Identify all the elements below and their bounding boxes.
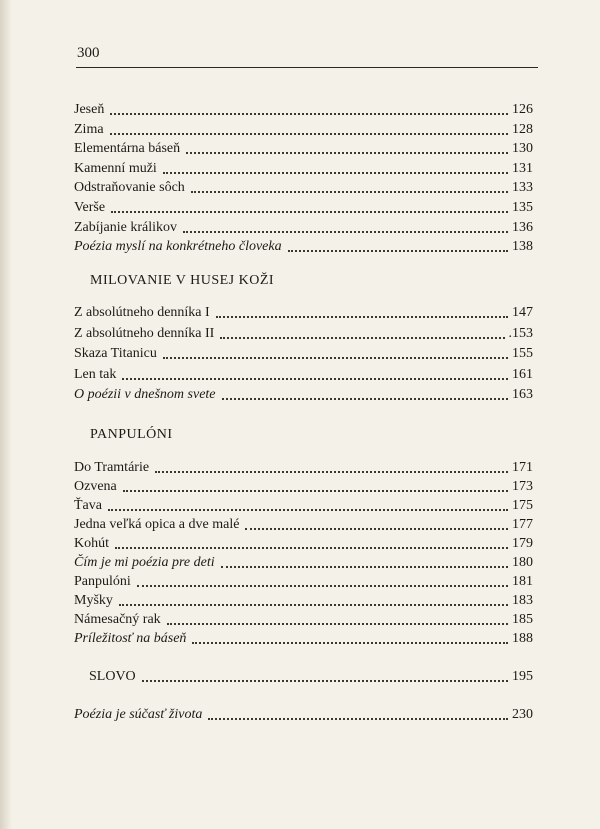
dot-leader: [122, 378, 508, 380]
dot-leader: [110, 113, 508, 115]
toc-entry-page: 230: [512, 707, 533, 722]
toc-entry-title: Len tak: [74, 366, 117, 382]
toc-entry-title: Verše: [74, 200, 106, 215]
toc-entry: [74, 99, 533, 119]
toc-entry: [74, 590, 533, 610]
toc-entry: [74, 119, 533, 139]
toc-entry: [74, 302, 533, 322]
toc-entry-page: 183: [512, 593, 533, 608]
toc-entry-title: Odstraňovanie sôch: [74, 180, 185, 196]
page-edge: [0, 0, 12, 829]
toc-entry-title: Poézia myslí na konkrétneho človeka: [74, 239, 282, 255]
section-heading-milovanie: MILOVANIE V HUSEJ KOŽI: [90, 273, 275, 288]
dot-leader: [110, 133, 508, 135]
toc-entry-title: SLOVO: [89, 669, 136, 684]
toc-entry-title: Skaza Titanicu: [74, 346, 157, 361]
page-number: 300: [77, 45, 100, 61]
toc-entry-page: 138: [512, 239, 533, 255]
toc-entry: [74, 364, 533, 384]
toc-entry-title: Myšky: [74, 593, 113, 608]
toc-entry: [74, 158, 533, 178]
toc-entry: [74, 476, 533, 496]
toc-entry: [74, 457, 533, 477]
toc-entry-page: 133: [512, 180, 533, 196]
toc-entry-title: Jeseň: [74, 102, 105, 117]
dot-leader: [167, 623, 508, 625]
dot-leader: [222, 398, 508, 400]
toc-entry-title: Zabíjanie králikov: [74, 219, 178, 235]
toc-entry-page: 181: [512, 574, 533, 589]
toc-entry-page: 155: [512, 346, 533, 361]
toc-entry-page: 161: [512, 366, 533, 382]
toc-entry-title: Z absolútneho denníka II: [74, 325, 215, 341]
toc-entry-title: Kohút: [74, 536, 109, 551]
header-rule: [76, 67, 538, 68]
dot-leader: [108, 509, 508, 511]
toc-entry-page: 175: [512, 498, 533, 513]
toc-entry-final: [74, 704, 533, 724]
toc-entry-page: 188: [512, 631, 533, 646]
toc-entry: [74, 197, 533, 217]
toc-entry: [74, 628, 533, 648]
dot-leader: [192, 642, 508, 644]
toc-entry-page: 177: [512, 517, 533, 532]
toc-entry-title: Zima: [74, 121, 104, 137]
dot-leader: [119, 604, 508, 606]
toc-entry-title: Námesačný rak: [74, 612, 161, 627]
dot-leader: [191, 191, 508, 193]
toc-entry: [74, 533, 533, 553]
toc-entry-page: 136: [512, 219, 533, 235]
toc-entry-title: Ozvena: [74, 479, 117, 494]
dot-leader: [163, 172, 508, 174]
toc-entry-page: 147: [512, 305, 533, 320]
toc-entry-page: 171: [512, 460, 533, 475]
dot-leader: [221, 566, 508, 568]
toc-entry-page: .153: [508, 325, 533, 341]
toc-entry: [74, 138, 533, 158]
toc-entry-title: Ťava: [74, 498, 102, 513]
dot-leader: [220, 337, 504, 339]
toc-entry: [74, 495, 533, 515]
toc-entry-title: Jedna veľká opica a dve malé: [74, 517, 240, 532]
toc-entry: [74, 217, 533, 237]
toc-entry: [74, 514, 533, 534]
toc-entry-title: Panpulóni: [74, 574, 131, 589]
toc-entry-page: 128: [512, 121, 533, 137]
dot-leader: [183, 231, 508, 233]
section-heading-panpuloni: PANPULÓNI: [90, 427, 173, 442]
toc-entry-title: Do Tramtárie: [74, 460, 150, 475]
toc-entry-title: O poézii v dnešnom svete: [74, 387, 216, 402]
toc-entry: [74, 343, 533, 363]
toc-entry-slovo: [89, 666, 533, 686]
toc-entry-page: 180: [512, 555, 533, 570]
toc-entry-page: 131: [512, 160, 533, 176]
dot-leader: [216, 316, 508, 318]
toc-entry-title: Elementárna báseň: [74, 141, 181, 157]
toc-entry-title: Poézia je súčasť života: [74, 707, 203, 722]
dot-leader: [186, 152, 508, 154]
toc-entry-page: 130: [512, 141, 533, 157]
toc-entry-title: Čím je mi poézia pre deti: [74, 555, 215, 570]
dot-leader: [288, 250, 508, 252]
dot-leader: [142, 680, 508, 682]
toc-entry-page: 126: [512, 102, 533, 117]
toc-entry: [74, 323, 533, 343]
toc-entry-page: 179: [512, 536, 533, 551]
dot-leader: [137, 585, 508, 587]
toc-entry-page: 135: [512, 200, 533, 215]
toc-entry: [74, 177, 533, 197]
toc-entry-title: Kamenní muži: [74, 160, 157, 176]
toc-entry-page: 195: [512, 669, 533, 684]
dot-leader: [245, 528, 508, 530]
toc-entry: [74, 609, 533, 629]
dot-leader: [123, 490, 508, 492]
dot-leader: [163, 357, 508, 359]
toc-entry-title: Príležitosť na báseň: [74, 631, 187, 646]
toc-entry-title: Z absolútneho denníka I: [74, 305, 210, 320]
toc-entry-page: 185: [512, 612, 533, 627]
dot-leader: [115, 547, 508, 549]
dot-leader: [208, 718, 508, 720]
toc-entry: [74, 552, 533, 572]
toc-entry-page: 163: [512, 387, 533, 402]
dot-leader: [155, 471, 508, 473]
toc-entry-page: 173: [512, 479, 533, 494]
toc-entry: [74, 571, 533, 591]
dot-leader: [111, 211, 508, 213]
toc-entry: [74, 384, 533, 404]
toc-entry: [74, 236, 533, 256]
